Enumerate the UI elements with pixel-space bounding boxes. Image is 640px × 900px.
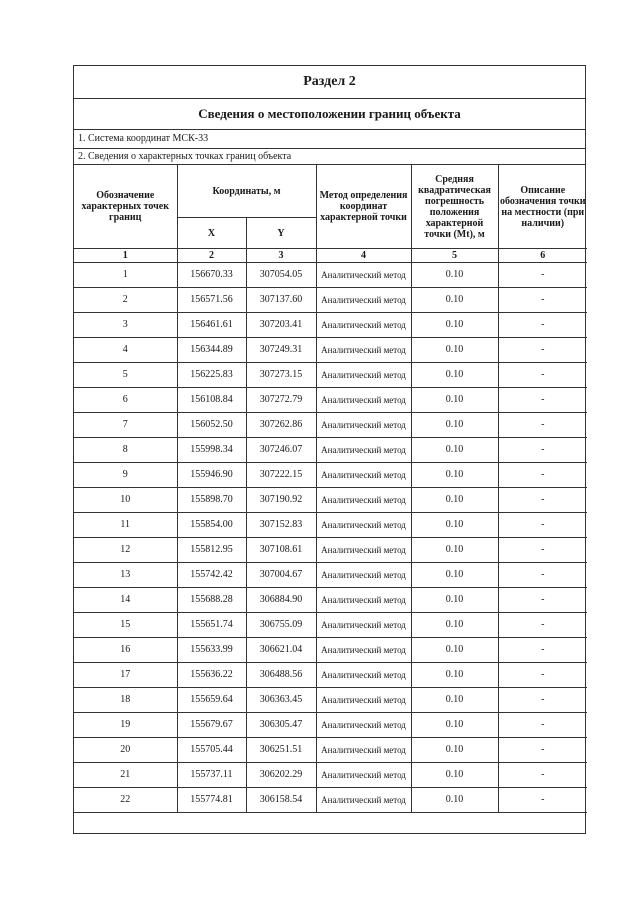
y-coordinate-cell: 307004.67	[246, 563, 316, 588]
table-row	[74, 388, 587, 413]
table-row	[74, 738, 587, 763]
description-cell: -	[498, 338, 587, 363]
table-row	[74, 788, 587, 813]
description-cell: -	[498, 588, 587, 613]
header-y: Y	[246, 218, 316, 249]
section-title: Раздел 2	[74, 66, 585, 99]
header-method: Метод определения координат характерной точки	[316, 165, 411, 249]
column-number: 6	[498, 249, 587, 263]
x-coordinate-cell: 156571.56	[177, 288, 246, 313]
point-number-cell: 12	[74, 538, 177, 563]
method-cell: Аналитический метод	[316, 413, 411, 438]
table-row	[74, 563, 587, 588]
description-cell: -	[498, 413, 587, 438]
table-row	[74, 413, 587, 438]
point-number-cell: 2	[74, 288, 177, 313]
method-cell: Аналитический метод	[316, 638, 411, 663]
x-coordinate-cell: 155659.64	[177, 688, 246, 713]
x-coordinate-cell: 156225.83	[177, 363, 246, 388]
error-cell: 0.10	[411, 588, 498, 613]
column-number-row	[74, 249, 587, 263]
error-cell: 0.10	[411, 388, 498, 413]
method-cell: Аналитический метод	[316, 663, 411, 688]
header-coordinates: Координаты, м	[177, 165, 316, 218]
table-row	[74, 613, 587, 638]
description-cell: -	[498, 263, 587, 288]
y-coordinate-cell: 307203.41	[246, 313, 316, 338]
y-coordinate-cell: 307272.79	[246, 388, 316, 413]
y-coordinate-cell: 306202.29	[246, 763, 316, 788]
description-cell: -	[498, 388, 587, 413]
error-cell: 0.10	[411, 413, 498, 438]
header-error: Средняя квадратическая погрешность положения характерной точки (Mt), м	[411, 165, 498, 249]
table-row	[74, 638, 587, 663]
error-cell: 0.10	[411, 488, 498, 513]
x-coordinate-cell: 155633.99	[177, 638, 246, 663]
method-cell: Аналитический метод	[316, 538, 411, 563]
error-cell: 0.10	[411, 738, 498, 763]
point-number-cell: 17	[74, 663, 177, 688]
description-cell: -	[498, 313, 587, 338]
description-cell: -	[498, 738, 587, 763]
method-cell: Аналитический метод	[316, 338, 411, 363]
error-cell: 0.10	[411, 463, 498, 488]
x-coordinate-cell: 155705.44	[177, 738, 246, 763]
method-cell: Аналитический метод	[316, 288, 411, 313]
error-cell: 0.10	[411, 788, 498, 813]
table-row	[74, 663, 587, 688]
point-number-cell: 19	[74, 713, 177, 738]
point-number-cell: 13	[74, 563, 177, 588]
error-cell: 0.10	[411, 688, 498, 713]
x-coordinate-cell: 155898.70	[177, 488, 246, 513]
point-number-cell: 4	[74, 338, 177, 363]
point-number-cell: 3	[74, 313, 177, 338]
y-coordinate-cell: 307222.15	[246, 463, 316, 488]
error-cell: 0.10	[411, 338, 498, 363]
method-cell: Аналитический метод	[316, 588, 411, 613]
x-coordinate-cell: 155812.95	[177, 538, 246, 563]
y-coordinate-cell: 306884.90	[246, 588, 316, 613]
column-number: 3	[246, 249, 316, 263]
characteristic-points-line: 2. Сведения о характерных точках границ объекта	[74, 149, 585, 165]
y-coordinate-cell: 306621.04	[246, 638, 316, 663]
y-coordinate-cell: 306755.09	[246, 613, 316, 638]
table-row	[74, 313, 587, 338]
description-cell: -	[498, 563, 587, 588]
table-row	[74, 763, 587, 788]
table-row	[74, 288, 587, 313]
table-row	[74, 538, 587, 563]
description-cell: -	[498, 363, 587, 388]
y-coordinate-cell: 307246.07	[246, 438, 316, 463]
table-row	[74, 588, 587, 613]
error-cell: 0.10	[411, 313, 498, 338]
header-description: Описание обозначения точки на местности (при наличии)	[498, 165, 587, 249]
x-coordinate-cell: 156461.61	[177, 313, 246, 338]
error-cell: 0.10	[411, 438, 498, 463]
y-coordinate-cell: 307262.86	[246, 413, 316, 438]
table-row	[74, 363, 587, 388]
error-cell: 0.10	[411, 263, 498, 288]
table-row	[74, 463, 587, 488]
y-coordinate-cell: 306158.54	[246, 788, 316, 813]
points-table	[74, 165, 587, 813]
method-cell: Аналитический метод	[316, 788, 411, 813]
method-cell: Аналитический метод	[316, 563, 411, 588]
x-coordinate-cell: 155854.00	[177, 513, 246, 538]
header-x: X	[177, 218, 246, 249]
column-number: 5	[411, 249, 498, 263]
x-coordinate-cell: 156108.84	[177, 388, 246, 413]
table-footer-empty-row	[74, 813, 585, 833]
table-row	[74, 263, 587, 288]
error-cell: 0.10	[411, 613, 498, 638]
table-row	[74, 438, 587, 463]
method-cell: Аналитический метод	[316, 263, 411, 288]
error-cell: 0.10	[411, 513, 498, 538]
description-cell: -	[498, 288, 587, 313]
x-coordinate-cell: 155774.81	[177, 788, 246, 813]
x-coordinate-cell: 155737.11	[177, 763, 246, 788]
x-coordinate-cell: 156052.50	[177, 413, 246, 438]
y-coordinate-cell: 307152.83	[246, 513, 316, 538]
description-cell: -	[498, 488, 587, 513]
error-cell: 0.10	[411, 288, 498, 313]
y-coordinate-cell: 306305.47	[246, 713, 316, 738]
point-number-cell: 7	[74, 413, 177, 438]
description-cell: -	[498, 688, 587, 713]
point-number-cell: 16	[74, 638, 177, 663]
method-cell: Аналитический метод	[316, 438, 411, 463]
y-coordinate-cell: 307249.31	[246, 338, 316, 363]
description-cell: -	[498, 613, 587, 638]
method-cell: Аналитический метод	[316, 513, 411, 538]
method-cell: Аналитический метод	[316, 713, 411, 738]
coordinate-system-line: 1. Система координат МСК-33	[74, 130, 585, 149]
table-row	[74, 338, 587, 363]
document-subtitle: Сведения о местоположении границ объекта	[74, 99, 585, 130]
point-number-cell: 8	[74, 438, 177, 463]
method-cell: Аналитический метод	[316, 388, 411, 413]
x-coordinate-cell: 155946.90	[177, 463, 246, 488]
error-cell: 0.10	[411, 538, 498, 563]
error-cell: 0.10	[411, 763, 498, 788]
point-number-cell: 20	[74, 738, 177, 763]
point-number-cell: 14	[74, 588, 177, 613]
description-cell: -	[498, 538, 587, 563]
y-coordinate-cell: 307273.15	[246, 363, 316, 388]
y-coordinate-cell: 307054.05	[246, 263, 316, 288]
error-cell: 0.10	[411, 638, 498, 663]
method-cell: Аналитический метод	[316, 313, 411, 338]
point-number-cell: 6	[74, 388, 177, 413]
method-cell: Аналитический метод	[316, 463, 411, 488]
description-cell: -	[498, 763, 587, 788]
y-coordinate-cell: 307137.60	[246, 288, 316, 313]
x-coordinate-cell: 155998.34	[177, 438, 246, 463]
point-number-cell: 21	[74, 763, 177, 788]
point-number-cell: 15	[74, 613, 177, 638]
header-point-label: Обозначение характерных точек границ	[74, 165, 177, 249]
y-coordinate-cell: 307108.61	[246, 538, 316, 563]
x-coordinate-cell: 155688.28	[177, 588, 246, 613]
point-number-cell: 5	[74, 363, 177, 388]
method-cell: Аналитический метод	[316, 688, 411, 713]
x-coordinate-cell: 156344.89	[177, 338, 246, 363]
error-cell: 0.10	[411, 713, 498, 738]
error-cell: 0.10	[411, 663, 498, 688]
table-row	[74, 488, 587, 513]
y-coordinate-cell: 306488.56	[246, 663, 316, 688]
method-cell: Аналитический метод	[316, 363, 411, 388]
point-number-cell: 18	[74, 688, 177, 713]
x-coordinate-cell: 155651.74	[177, 613, 246, 638]
point-number-cell: 9	[74, 463, 177, 488]
x-coordinate-cell: 155636.22	[177, 663, 246, 688]
error-cell: 0.10	[411, 363, 498, 388]
method-cell: Аналитический метод	[316, 763, 411, 788]
column-number: 1	[74, 249, 177, 263]
description-cell: -	[498, 463, 587, 488]
point-number-cell: 22	[74, 788, 177, 813]
point-number-cell: 10	[74, 488, 177, 513]
description-cell: -	[498, 713, 587, 738]
description-cell: -	[498, 438, 587, 463]
description-cell: -	[498, 513, 587, 538]
point-number-cell: 1	[74, 263, 177, 288]
method-cell: Аналитический метод	[316, 738, 411, 763]
table-row	[74, 713, 587, 738]
description-cell: -	[498, 663, 587, 688]
column-number: 4	[316, 249, 411, 263]
x-coordinate-cell: 155742.42	[177, 563, 246, 588]
x-coordinate-cell: 156670.33	[177, 263, 246, 288]
y-coordinate-cell: 306363.45	[246, 688, 316, 713]
method-cell: Аналитический метод	[316, 488, 411, 513]
document-page	[73, 65, 586, 834]
point-number-cell: 11	[74, 513, 177, 538]
table-row	[74, 513, 587, 538]
error-cell: 0.10	[411, 563, 498, 588]
table-row	[74, 688, 587, 713]
y-coordinate-cell: 306251.51	[246, 738, 316, 763]
description-cell: -	[498, 788, 587, 813]
description-cell: -	[498, 638, 587, 663]
column-number: 2	[177, 249, 246, 263]
method-cell: Аналитический метод	[316, 613, 411, 638]
x-coordinate-cell: 155679.67	[177, 713, 246, 738]
y-coordinate-cell: 307190.92	[246, 488, 316, 513]
points-table-body	[74, 263, 587, 813]
